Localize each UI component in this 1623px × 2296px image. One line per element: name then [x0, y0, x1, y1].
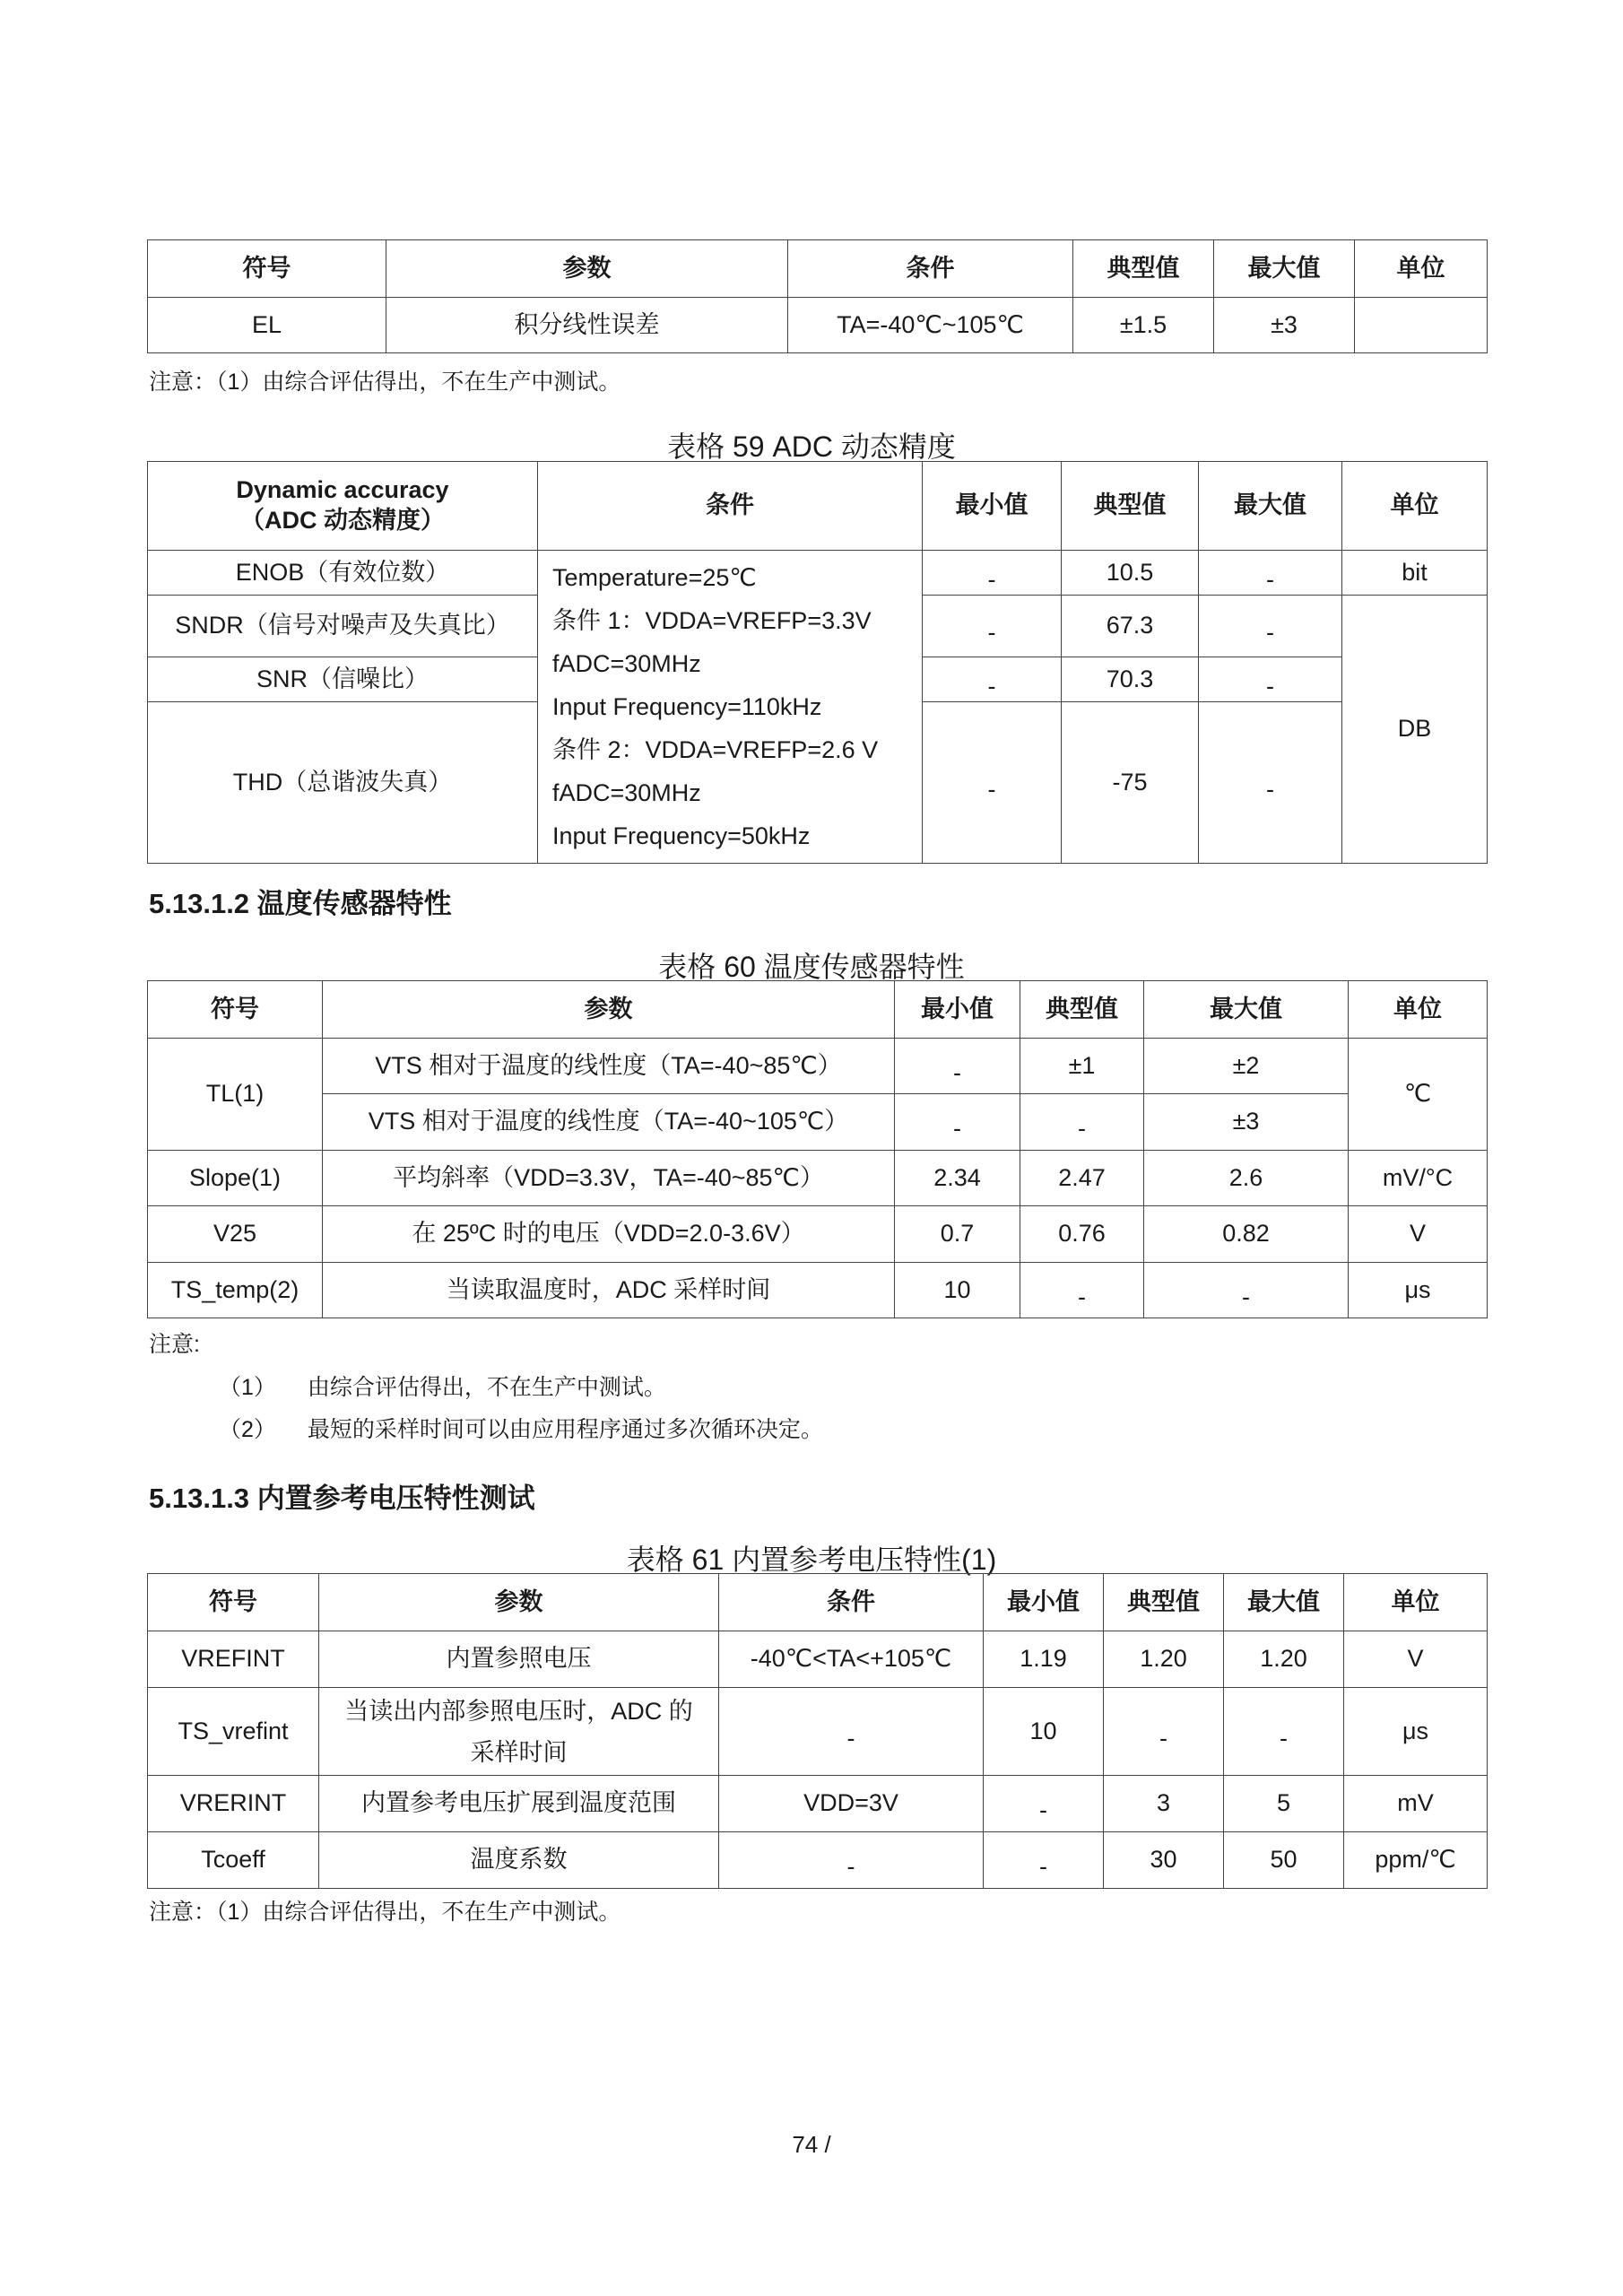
header-cond: 条件 — [788, 240, 1073, 298]
cell-max: ±2 — [1144, 1039, 1349, 1094]
cond-line: Input Frequency=110kHz — [552, 693, 822, 720]
table-row — [148, 1151, 1488, 1206]
section-heading-temperature-sensor: 5.13.1.2 温度传感器特性 — [149, 888, 452, 919]
cell-unit: mV/°C — [1349, 1151, 1488, 1206]
header-unit: 单位 — [1344, 1574, 1488, 1631]
note-text: 最短的采样时间可以由应用程序通过多次循环决定。 — [307, 1417, 823, 1442]
cell-min: - — [923, 657, 1062, 702]
cell-unit: V — [1344, 1631, 1488, 1688]
cell-min: - — [984, 1832, 1104, 1889]
cell-unit: μs — [1349, 1263, 1488, 1318]
cell-min: 2.34 — [895, 1151, 1020, 1206]
table-row — [148, 1631, 1488, 1688]
header-max: 最大值 — [1199, 462, 1342, 551]
table-row — [148, 551, 1488, 596]
cond-line: 条件 2：VDDA=VREFP=2.6 V — [552, 736, 879, 763]
table-row — [148, 1832, 1488, 1889]
cell-typ: - — [1020, 1094, 1144, 1151]
header-unit: 单位 — [1349, 981, 1488, 1039]
table-59 — [147, 461, 1488, 864]
cell-max: ±3 — [1214, 298, 1355, 353]
cell-max: ±3 — [1144, 1094, 1349, 1151]
cell-typ: - — [1020, 1263, 1144, 1318]
header-unit: 单位 — [1355, 240, 1488, 298]
cell-min: 10 — [984, 1688, 1104, 1776]
header-param: 参数 — [323, 981, 895, 1039]
cell-symbol: V25 — [148, 1206, 323, 1263]
table-60-note-1 — [219, 1370, 666, 1402]
cell-cond: - — [719, 1688, 984, 1776]
header-acc-line2: （ADC 动态精度） — [240, 507, 445, 534]
cell-param: VTS 相对于温度的线性度（TA=-40~105℃） — [323, 1094, 895, 1151]
cell-typ: 70.3 — [1062, 657, 1199, 702]
header-max: 最大值 — [1144, 981, 1349, 1039]
header-max: 最大值 — [1214, 240, 1355, 298]
cell-min: - — [923, 596, 1062, 657]
cell-param: 在 25ºC 时的电压（VDD=2.0-3.6V） — [323, 1206, 895, 1263]
header-typ: 典型值 — [1104, 1574, 1224, 1631]
row-name: SNR（信噪比） — [148, 657, 538, 702]
table-61 — [147, 1573, 1488, 1889]
cell-param: 平均斜率（VDD=3.3V，TA=-40~85℃） — [323, 1151, 895, 1206]
cell-typ: 3 — [1104, 1776, 1224, 1832]
cell-unit: mV — [1344, 1776, 1488, 1832]
cell-symbol: TS_vrefint — [148, 1688, 319, 1776]
cell-unit: μs — [1344, 1688, 1488, 1776]
note-text: 由综合评估得出，不在生产中测试。 — [307, 1375, 666, 1400]
cell-min: - — [984, 1776, 1104, 1832]
header-min: 最小值 — [984, 1574, 1104, 1631]
header-min: 最小值 — [923, 462, 1062, 551]
table-header-row — [148, 240, 1488, 298]
section-heading-internal-reference: 5.13.1.3 内置参考电压特性测试 — [149, 1483, 535, 1514]
cell-unit-db: DB — [1342, 596, 1488, 864]
table-header-row — [148, 462, 1488, 551]
cell-unit: ppm/℃ — [1344, 1832, 1488, 1889]
table-60 — [147, 980, 1488, 1318]
cell-max: - — [1199, 702, 1342, 864]
header-symbol: 符号 — [148, 1574, 319, 1631]
cell-min: 1.19 — [984, 1631, 1104, 1688]
cell-symbol: VREFINT — [148, 1631, 319, 1688]
cell-param: 温度系数 — [319, 1832, 719, 1889]
cell-typ: ±1 — [1020, 1039, 1144, 1094]
cell-typ: - — [1104, 1688, 1224, 1776]
header-symbol: 符号 — [148, 981, 323, 1039]
table-row — [148, 1039, 1488, 1094]
cell-symbol-tl: TL(1) — [148, 1039, 323, 1151]
header-typ: 典型值 — [1073, 240, 1214, 298]
cell-min: 0.7 — [895, 1206, 1020, 1263]
cell-max: 2.6 — [1144, 1151, 1349, 1206]
table-61-note: 注意：（1）由综合评估得出，不在生产中测试。 — [149, 1900, 621, 1925]
cell-symbol: VRERINT — [148, 1776, 319, 1832]
cell-param: 积分线性误差 — [386, 298, 788, 353]
cell-max: 1.20 — [1224, 1631, 1344, 1688]
table-59-caption: 表格 59 ADC 动态精度 — [667, 430, 956, 463]
cell-typ: ±1.5 — [1073, 298, 1214, 353]
cell-typ: 10.5 — [1062, 551, 1199, 596]
cond-line: 条件 1：VDDA=VREFP=3.3V — [552, 607, 872, 634]
row-name: ENOB（有效位数） — [148, 551, 538, 596]
cell-max: - — [1144, 1263, 1349, 1318]
cell-unit-tl: ℃ — [1349, 1039, 1488, 1151]
cell-param: 内置参照电压 — [319, 1631, 719, 1688]
cell-typ: -75 — [1062, 702, 1199, 864]
cell-symbol: Slope(1) — [148, 1151, 323, 1206]
cell-cond: - — [719, 1832, 984, 1889]
cell-typ: 2.47 — [1020, 1151, 1144, 1206]
header-cond: 条件 — [538, 462, 923, 551]
table-row — [148, 1776, 1488, 1832]
header-unit: 单位 — [1342, 462, 1488, 551]
cell-unit-bit: bit — [1342, 551, 1488, 596]
header-typ: 典型值 — [1020, 981, 1144, 1039]
cell-cond: -40℃<TA<+105℃ — [719, 1631, 984, 1688]
row-name: SNDR（信号对噪声及失真比） — [148, 596, 538, 657]
cell-symbol: TS_temp(2) — [148, 1263, 323, 1318]
page-number: 74 / — [792, 2131, 831, 2158]
cell-max: - — [1199, 596, 1342, 657]
table-58-note: 注意：（1）由综合评估得出，不在生产中测试。 — [149, 370, 621, 395]
cell-max: - — [1199, 551, 1342, 596]
table-row — [148, 1094, 1488, 1151]
cell-min: - — [923, 702, 1062, 864]
header-min: 最小值 — [895, 981, 1020, 1039]
cell-max: - — [1199, 657, 1342, 702]
cell-cond: TA=-40℃~105℃ — [788, 298, 1073, 353]
header-cond: 条件 — [719, 1574, 984, 1631]
table-row — [148, 1688, 1488, 1776]
cell-max: - — [1224, 1688, 1344, 1776]
header-acc-line1: Dynamic accuracy — [236, 476, 449, 504]
header-typ: 典型值 — [1062, 462, 1199, 551]
note-number: （1） — [219, 1375, 276, 1400]
cell-unit: V — [1349, 1206, 1488, 1263]
cell-cond: VDD=3V — [719, 1776, 984, 1832]
cell-max: 5 — [1224, 1776, 1344, 1832]
table-60-note-title: 注意: — [149, 1332, 200, 1357]
cell-min: - — [895, 1094, 1020, 1151]
cond-line: fADC=30MHz — [552, 779, 701, 806]
cell-param: 内置参考电压扩展到温度范围 — [319, 1776, 719, 1832]
cell-unit — [1355, 298, 1488, 353]
cell-typ: 30 — [1104, 1832, 1224, 1889]
cell-param: 当读出内部参照电压时，ADC 的采样时间 — [319, 1688, 719, 1776]
cell-param: VTS 相对于温度的线性度（TA=-40~85℃） — [323, 1039, 895, 1094]
cell-max: 50 — [1224, 1832, 1344, 1889]
cell-symbol: Tcoeff — [148, 1832, 319, 1889]
cell-param: 当读取温度时，ADC 采样时间 — [323, 1263, 895, 1318]
cell-typ: 1.20 — [1104, 1631, 1224, 1688]
cond-line: Temperature=25℃ — [552, 564, 757, 591]
table-58 — [147, 239, 1488, 353]
cond-line: Input Frequency=50kHz — [552, 822, 811, 849]
header-param: 参数 — [319, 1574, 719, 1631]
table-header-row — [148, 1574, 1488, 1631]
cond-line: fADC=30MHz — [552, 650, 701, 677]
table-row — [148, 1263, 1488, 1318]
cell-max: 0.82 — [1144, 1206, 1349, 1263]
cell-min: - — [923, 551, 1062, 596]
note-number: （2） — [219, 1417, 276, 1442]
table-header-row — [148, 981, 1488, 1039]
table-row — [148, 298, 1488, 353]
table-60-note-2 — [219, 1412, 823, 1444]
cell-min: 10 — [895, 1263, 1020, 1318]
header-param: 参数 — [386, 240, 788, 298]
conditions-cell — [538, 551, 923, 864]
header-max: 最大值 — [1224, 1574, 1344, 1631]
cell-typ: 0.76 — [1020, 1206, 1144, 1263]
table-61-caption: 表格 61 内置参考电压特性(1) — [626, 1544, 997, 1576]
cell-typ: 67.3 — [1062, 596, 1199, 657]
header-dynamic-accuracy — [148, 462, 538, 551]
header-symbol: 符号 — [148, 240, 386, 298]
table-row — [148, 1206, 1488, 1263]
row-name: THD（总谐波失真） — [148, 702, 538, 864]
table-60-caption: 表格 60 温度传感器特性 — [658, 951, 965, 983]
cell-symbol: EL — [148, 298, 386, 353]
cell-min: - — [895, 1039, 1020, 1094]
